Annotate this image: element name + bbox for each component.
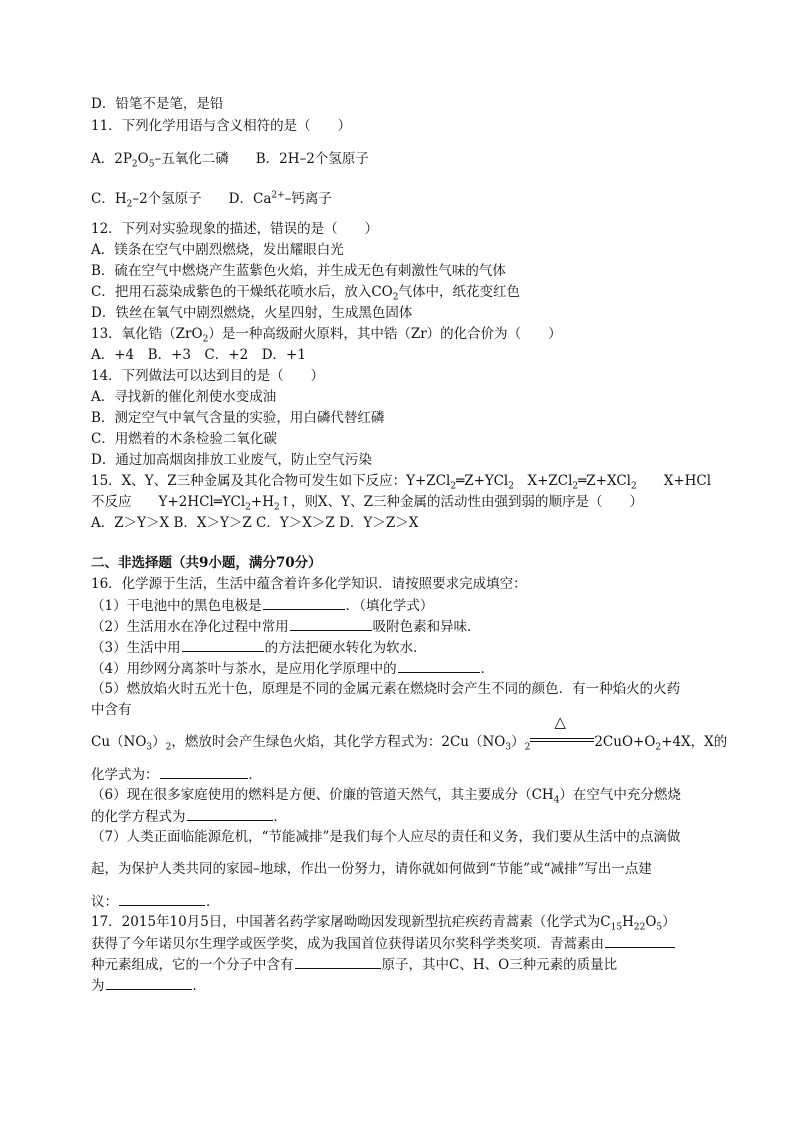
q16-part5-line2 xyxy=(91,700,132,720)
q10-option-d xyxy=(91,94,223,114)
equation-text: ） xyxy=(511,734,525,750)
option-text: 气体中，纸花变红色 xyxy=(398,284,520,300)
question-text: （7）人类正面临能源危机，“节能减排”是我们每个人应尽的责任和义务，我们要从生活中的点滴做 xyxy=(91,829,681,845)
subscript: 5 xyxy=(656,922,663,933)
answer-blank[interactable] xyxy=(119,891,205,906)
subscript: 2 xyxy=(572,481,579,492)
q16-part5-line1 xyxy=(91,679,680,699)
question-text: 化学式为： xyxy=(91,767,159,783)
question-text: O xyxy=(645,914,657,930)
question-text: ） xyxy=(662,914,676,930)
question-text: 吸附色素和异味． xyxy=(372,619,481,635)
question-text: （4）用纱网分离茶叶与茶水，是应用化学原理中的 xyxy=(91,661,397,677)
equation-text: +4X，X的 xyxy=(661,734,728,750)
double-line-bottom xyxy=(530,741,594,742)
q16-stem xyxy=(91,574,527,594)
q12-option-b xyxy=(91,261,506,281)
question-text: X+ZCl xyxy=(513,473,573,489)
question-text: 17．2015年10月5日，中国著名药学家屠呦呦因发现新型抗疟疾药青蒿素（化学式为C xyxy=(91,914,611,930)
answer-blank[interactable] xyxy=(295,954,381,969)
subscript: 2 xyxy=(524,742,531,753)
answer-blank[interactable] xyxy=(605,933,675,948)
question-text: ． xyxy=(192,978,206,994)
option-text: D．铁丝在氧气中剧烈燃烧，火星四射，生成黑色固体 xyxy=(91,305,413,321)
q16-part5-equation xyxy=(91,713,728,753)
q17-line1 xyxy=(91,912,676,932)
question-text: 起，为保护人类共同的家园–地球，作出一份努力，请你就如何做到“节能”或“减排”写出一点建 xyxy=(91,861,652,877)
q11-options-cd xyxy=(91,189,332,209)
q11-stem xyxy=(91,116,351,136)
answer-blank[interactable] xyxy=(106,975,192,990)
question-text: 议： xyxy=(91,894,118,910)
answer-blank[interactable] xyxy=(290,616,372,631)
q12-option-c xyxy=(91,282,520,302)
q12-stem xyxy=(91,219,378,239)
question-text: 15．X、Y、Z三种金属及其化合物可发生如下反应：Y+ZCl xyxy=(91,473,451,489)
answer-blank[interactable] xyxy=(263,595,345,610)
subscript: 3 xyxy=(505,742,512,753)
question-text: 13．氧化锆（ZrO xyxy=(91,326,203,342)
option-text: –五氧化二磷 B．2H–2个氢原子 xyxy=(154,151,369,167)
option-text: C．把用石蕊染成紫色的干燥纸花喷水后，放入CO xyxy=(91,284,393,300)
question-text: （3）生活中用 xyxy=(91,640,181,656)
subscript: 2 xyxy=(631,481,637,492)
q17-line4 xyxy=(91,975,206,996)
superscript: 2+ xyxy=(271,190,285,201)
question-text: （2）生活用水在净化过程中常用 xyxy=(91,619,289,635)
equation-text: ） xyxy=(152,734,166,750)
q15-stem-line1 xyxy=(91,471,711,491)
q17-line3 xyxy=(91,954,617,975)
question-text: ． xyxy=(248,767,262,783)
equation-text: Cu（NO xyxy=(91,734,147,750)
q16-part4 xyxy=(91,658,494,679)
option-text: A．寻找新的催化剂使水变成油 xyxy=(91,389,277,405)
question-text: +H xyxy=(250,494,275,510)
question-text: 14．下列做法可以达到目的是（ ） xyxy=(91,368,325,384)
equation-text: ，燃放时会产生绿色火焰，其化学方程式为：2Cu（NO xyxy=(171,734,506,750)
question-text: ）是一种高级耐火原料，其中锆（Zr）的化合价为（ ） xyxy=(208,326,562,342)
heat-reaction-arrow xyxy=(530,713,594,746)
option-text: –钙离子 xyxy=(284,191,332,207)
option-text: B．测定空气中氧气含量的实验，用白磷代替红磷 xyxy=(91,410,385,426)
question-text: 的方法把硬水转化为软水． xyxy=(264,640,427,656)
question-text: （5）燃放焰火时五光十色，原理是不同的金属元素在燃烧时会产生不同的颜色．有一种焰火的火药 xyxy=(91,681,681,697)
question-text: 11．下列化学用语与含义相符的是（ ） xyxy=(91,118,352,134)
option-text: D．铅笔不是笔，是铅 xyxy=(91,96,224,112)
question-text: 获得了今年诺贝尔生理学或医学奖，成为我国首位获得诺贝尔奖科学类奖项．青蒿素由 xyxy=(91,936,604,952)
subscript: 2 xyxy=(655,742,662,753)
subscript: 2 xyxy=(450,481,457,492)
q14-stem xyxy=(91,366,324,386)
q16-part3 xyxy=(91,637,427,658)
subscript: 2 xyxy=(245,502,251,513)
question-text: 的化学方程式为 xyxy=(91,809,186,825)
q14-option-c xyxy=(91,429,277,449)
subscript: 2 xyxy=(126,199,133,210)
question-text: X+HCl xyxy=(636,473,712,489)
answer-blank[interactable] xyxy=(187,806,273,821)
question-text: 16．化学源于生活，生活中蕴含着许多化学知识．请按照要求完成填空： xyxy=(91,576,527,592)
subscript: 2 xyxy=(131,159,138,170)
subscript: 2 xyxy=(508,481,514,492)
q16-part6-line1 xyxy=(91,785,681,805)
question-text: H xyxy=(622,914,634,930)
question-text: ↑，则X、Y、Z三种金属的活动性由强到弱的顺序是（ ） xyxy=(279,494,643,510)
section-heading xyxy=(91,553,322,573)
option-text: B．硫在空气中燃烧产生蓝紫色火焰，并生成无色有刺激性气味的气体 xyxy=(91,263,506,279)
question-text: 为 xyxy=(91,978,105,994)
subscript: 22 xyxy=(633,922,646,933)
question-text: 原子，其中C、H、O三种元素的质量比 xyxy=(381,957,618,973)
q16-part7-line1 xyxy=(91,827,680,847)
answer-blank[interactable] xyxy=(160,764,248,779)
option-text: A．+4 B．+3 C．+2 D．+1 xyxy=(91,347,306,363)
question-text: ═Z+XCl xyxy=(578,473,631,489)
subscript: 5 xyxy=(148,159,155,170)
question-text: （1）干电池中的黑色电极是 xyxy=(91,598,262,614)
subscript: 2 xyxy=(165,742,172,753)
section-title: 二、非选择题（共9小题，满分70分） xyxy=(91,555,322,571)
subscript: 4 xyxy=(553,795,560,806)
option-text: –2个氢原子 D．Ca xyxy=(132,191,272,207)
question-text: 12．下列对实验现象的描述，错误的是（ ） xyxy=(91,221,379,237)
option-text: D．通过加高烟囱排放工业废气，防止空气污染 xyxy=(91,452,372,468)
q14-option-b xyxy=(91,408,384,428)
q11-options-ab xyxy=(91,149,369,169)
q15-stem-line2 xyxy=(91,492,643,512)
subscript: 2 xyxy=(274,502,280,513)
question-text: ═Z+YCl xyxy=(456,473,509,489)
subscript: 2 xyxy=(202,334,209,345)
q12-option-d xyxy=(91,303,412,323)
question-text: ．（填化学式） xyxy=(345,598,434,614)
q16-part6-line2 xyxy=(91,806,287,827)
option-text: A．Z＞Y＞X B．X＞Y＞Z C．Y＞X＞Z D．Y＞Z＞X xyxy=(91,515,419,531)
answer-blank[interactable] xyxy=(182,637,264,652)
question-text: 种元素组成，它的一个分子中含有 xyxy=(91,957,294,973)
subscript: 3 xyxy=(146,742,153,753)
q17-line2 xyxy=(91,933,676,954)
heat-triangle-icon: △ xyxy=(554,713,566,731)
option-text: C．H xyxy=(91,191,127,207)
question-text: 不反应 Y+2HCl═YCl xyxy=(91,494,246,510)
q16-part2 xyxy=(91,616,481,637)
q16-part5-answer xyxy=(91,764,262,785)
question-text: ． xyxy=(273,809,287,825)
question-text: ． xyxy=(206,894,220,910)
question-text: ． xyxy=(480,661,495,677)
option-text: A．2P xyxy=(91,151,132,167)
answer-blank[interactable] xyxy=(398,658,480,673)
question-text: ）在空气中充分燃烧 xyxy=(559,787,681,803)
subscript: 15 xyxy=(610,922,623,933)
q14-option-a xyxy=(91,387,276,407)
q16-part1 xyxy=(91,595,433,616)
question-text: 中含有 xyxy=(91,702,132,718)
double-line-top xyxy=(530,738,594,739)
q14-option-d xyxy=(91,450,372,470)
q13-stem xyxy=(91,324,562,344)
q16-part7-line2 xyxy=(91,859,652,879)
q12-option-a xyxy=(91,240,344,260)
option-text: O xyxy=(137,151,149,167)
subscript: 2 xyxy=(392,292,399,303)
option-text: A．镁条在空气中剧烈燃烧，发出耀眼白光 xyxy=(91,242,344,258)
q13-options xyxy=(91,345,306,365)
question-text: （6）现在很多家庭使用的燃料是方便、价廉的管道天然气，其主要成分（CH xyxy=(91,787,554,803)
option-text: C．用燃着的木条检验二氧化碳 xyxy=(91,431,277,447)
q15-options xyxy=(91,513,418,533)
equation-text: 2CuO+O xyxy=(594,734,656,750)
q16-part7-line3 xyxy=(91,891,220,912)
